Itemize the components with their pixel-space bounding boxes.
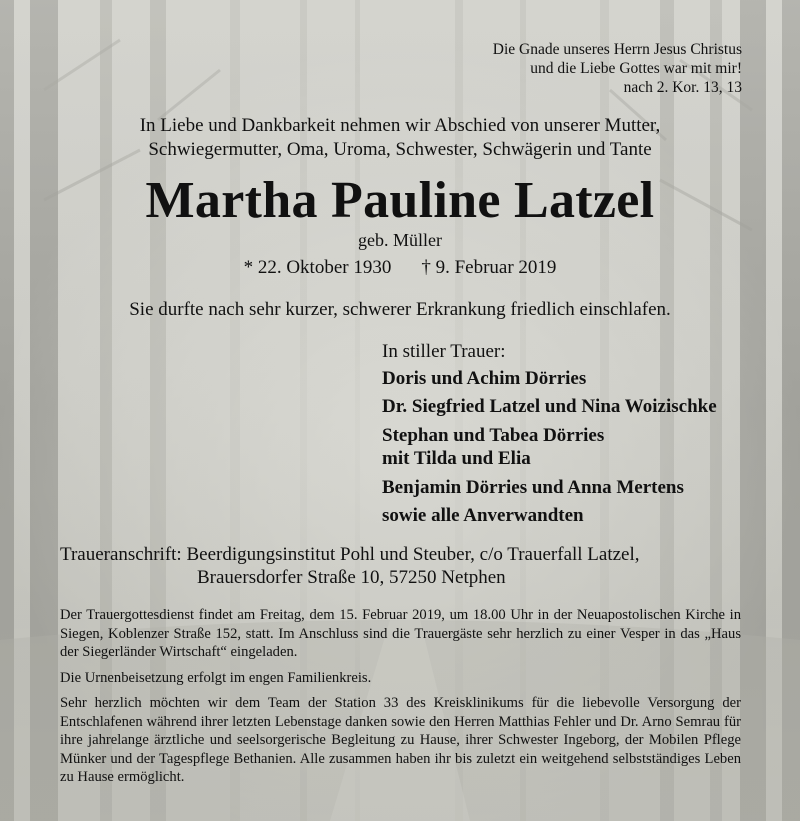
address-line: Traueranschrift: Beerdigungsinstitut Pohl und Steuber, c/o Trauerfall Latzel, (60, 544, 640, 565)
mourner-entry (382, 367, 782, 391)
intro-text (0, 114, 800, 162)
mourner-name-continued: mit Tilda und Elia (382, 448, 531, 469)
mourner-name: Doris und Achim Dörries (382, 367, 587, 389)
intro-line: In Liebe und Dankbarkeit nehmen wir Abschied von unserer Mutter, (139, 115, 661, 136)
mourner-entry (382, 476, 782, 500)
life-dates (0, 255, 800, 281)
intro-line: Schwiegermutter, Oma, Uroma, Schwester, Schwägerin und Tante (148, 139, 652, 160)
address-street: Brauersdorfer Straße 10, 57250 Netphen (197, 567, 506, 588)
mourner-name: Benjamin Dörries und Anna Mertens (382, 476, 684, 498)
mourner-entry (382, 395, 782, 419)
mourners-list (382, 340, 782, 533)
thanks-paragraph: Sehr herzlich möchten wir dem Team der Station 33 des Kreisklinikums für die liebevolle Versorgung der Entschlafenen während ihrer letzten Lebenstage danken sowie den Herren Matthias Fehler und Dr. Arno Semrau für ihre jahrelange ärztliche und seelsorgerische Begleitung zu Hause, ihrer Schwester Ingeborg, der Mobilen Pflege Münker und der Tagespflege Bethanien. Alle zusammen haben ihr bis zuletzt ein weitgehend selbstständiges Leben zu Hause ermöglicht. (60, 695, 741, 785)
mourner-entry (382, 504, 782, 528)
verse-reference: nach 2. Kor. 13, 13 (623, 79, 742, 96)
mourning-address (60, 543, 780, 589)
mourner-name: Dr. Siegfried Latzel und Nina Woizischke (382, 396, 717, 417)
birth-date: * 22. Oktober 1930 (243, 257, 392, 278)
death-date: † 9. Februar 2019 (421, 257, 557, 278)
notice-paragraphs (60, 606, 741, 794)
mourner-entry (382, 424, 782, 471)
bible-verse (362, 40, 742, 97)
verse-line: und die Liebe Gottes war mit mir! (530, 60, 742, 77)
deceased-name: Martha Pauline Latzel (145, 172, 655, 229)
service-paragraph: Der Trauergottesdienst findet am Freitag, dem 15. Februar 2019, um 18.00 Uhr in der Neuapostolischen Kirche in Siegen, Koblenzer Straße 152, statt. Im Anschluss sind die Trauergäste sehr herzlich zu einer Vesper in das „Haus der Siegerländer Wirtschaft“ eingeladen. (60, 607, 741, 660)
burial-paragraph: Die Urnenbeisetzung erfolgt im engen Familienkreis. (60, 669, 372, 686)
verse-line: Die Gnade unseres Herrn Jesus Christus (492, 41, 742, 58)
mourner-name: Stephan und Tabea Dörries (382, 424, 605, 446)
mourner-name: sowie alle Anverwandten (382, 505, 584, 526)
maiden-name: geb. Müller (358, 230, 442, 250)
mourners-heading: In stiller Trauer: (382, 341, 506, 362)
passing-statement: Sie durfte nach sehr kurzer, schwerer Erkrankung friedlich einschlafen. (129, 299, 671, 320)
